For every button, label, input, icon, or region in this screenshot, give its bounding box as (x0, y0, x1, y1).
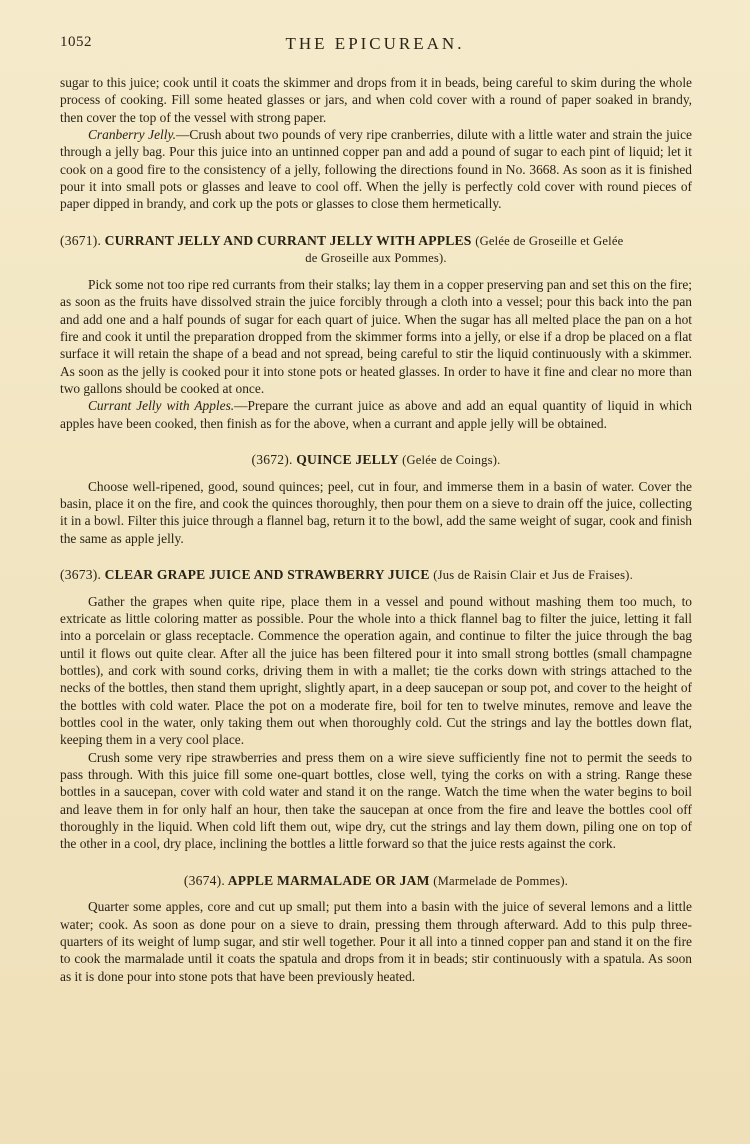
section-heading-3673 (60, 566, 692, 585)
subrecipe-text: —Prepare the currant juice as above and add an equal quantity of liquid in which apples have been cooked, then finish as for the above, when a currant and apple jelly will be obtained. (60, 398, 692, 431)
section-french-title: (Jus de Raisin Clair et Jus de Fraises). (433, 568, 633, 582)
section-heading-3674 (60, 872, 692, 891)
section-number: (3674). (183, 872, 225, 888)
section-heading-3671 (60, 232, 692, 268)
section-number: (3673). (60, 567, 102, 582)
section-french-title: (Gelée de Groseille et Gelée (475, 233, 624, 248)
section-paragraph: Gather the grapes when quite ripe, place them in a vessel and pound without mashing them too much, to extricate as little coloring matter as possible. Pour the whole into a thick flannel bag to filter the juice, letting it fall into a porcelain or glass receptacle. Commence the operation again, and continue to filter the juice through the bag until it flows out quite clear. After all the juice has been filtered pour it into small strong bottles (small champagne bottles), and cork with sound corks, driving them in with a mallet; tie the corks down with strings attached to the necks of the bottles, then stand them upright, slightly apart, in a deep saucepan or soup pot, and cover to the height of the bottles with cold water. Place the pot on a moderate fire, boil for ten to twelve minutes, remove and leave the bottles cool in the water, only taking them out when thoroughly cold. Cut the strings and lay the bottles down flat, keeping them in a very cool place. (60, 593, 692, 748)
running-title: THE EPICUREAN. (285, 34, 465, 53)
section-paragraph: Quarter some apples, core and cut up small; put them into a basin with the juice of several lemons and a little water; cook. As soon as done pour on a sieve to drain, pressing them through afterward. Add to this pulp three-quarters of its weight of lump sugar, and stir well together. Pour it all into a tinned copper pan and stand it on the fire to cook the marmalade until it coats the spatula and drops from it in beads; stir continuously with a spatula. As soon as it is done pour into stone pots that have been previously heated. (60, 899, 692, 984)
section-title: QUINCE JELLY (296, 452, 399, 468)
section-french-title: (Marmelade de Pommes). (433, 873, 569, 888)
section-title: CLEAR GRAPE JUICE AND STRAWBERRY JUICE (104, 567, 430, 582)
cranberry-jelly-paragraph (60, 126, 692, 213)
section-heading-3672 (60, 451, 692, 470)
section-number: (3671). (60, 232, 102, 248)
page-number: 1052 (60, 34, 92, 50)
section-title: CURRANT JELLY AND CURRANT JELLY WITH APPLES (104, 232, 472, 248)
section-paragraph (60, 397, 692, 432)
section-paragraph: Choose well-ripened, good, sound quinces; peel, cut in four, and immerse them in a basin of water. Cover the basin, place it on the fire, and cook the quinces thoroughly, then pour them on a sieve to drain off the juice, collecting it in a bowl. Filter this juice through a flannel bag, return it to the bowl, add the same weight of sugar, cook and finish the same as apple jelly. (60, 478, 692, 546)
section-number: (3672). (251, 452, 293, 468)
cranberry-jelly-title: Cranberry Jelly. (88, 127, 177, 143)
section-french-title: (Gelée de Coings). (402, 453, 501, 468)
section-title: APPLE MARMALADE OR JAM (227, 872, 430, 888)
section-french-title-cont: de Groseille aux Pommes). (305, 251, 447, 266)
subrecipe-title: Currant Jelly with Apples. (88, 398, 235, 414)
intro-paragraph: sugar to this juice; cook until it coats the skimmer and drops from it in beads, being careful to skim during the whole process of cooking. Fill some heated glasses or jars, and when cold cover with a round of paper soaked in brandy, then cover the top of the vessel with strong paper. (60, 75, 692, 125)
section-paragraph: Crush some very ripe strawberries and press them on a wire sieve sufficiently fine not to permit the seeds to pass through. With this juice fill some one-quart bottles, close well, tying the corks on with a string. Range these bottles in a saucepan, cover with cold water and stand it on the range. Watch the time when the water begins to boil and leave them in for only half an hour, then take the saucepan at once from the fire and leave the bottles cool off thoroughly in the liquid. When cold lift them out, wipe dry, cut the strings and lay them down, piling one on top of the other in a cool, dry place, inclining the bottles a little forward so that the juice rests against the cork. (60, 749, 692, 852)
section-paragraph: Pick some not too ripe red currants from their stalks; lay them in a copper preserving pan and set this on the fire; as soon as the fruits have dissolved strain the juice forcibly through a cloth into a vessel; pour this back into the pan and add one and a half pounds of sugar for each quart of juice. When the sugar has all melted place the pan on a hot fire and cook it until the preparation dropped from the skimmer forms into a jelly, or else if a drop be placed on a flat surface it will retain the shape of a bead and not spread, being careful to stir the liquid continuously with a skimmer. As soon as the jelly is cooked pour it into stone pots or heated glasses. In order to have it fine and clear no more than two gallons should be cooked at once. (60, 276, 692, 396)
cranberry-jelly-text: —Crush about two pounds of very ripe cranberries, dilute with a little water and strain the juice through a jelly bag. Pour this juice into an untinned copper pan and add a pound of sugar to each pint of liquid; let it cook on a good fire to the consistency of a jelly, following the directions found in No. 3668. As soon as it is finished pour it into small pots or glasses and leave to cool off. When the jelly is perfectly cold cover with round pieces of paper dipped in brandy, and cork up the pots or glasses to close them hermetically. (60, 127, 692, 212)
